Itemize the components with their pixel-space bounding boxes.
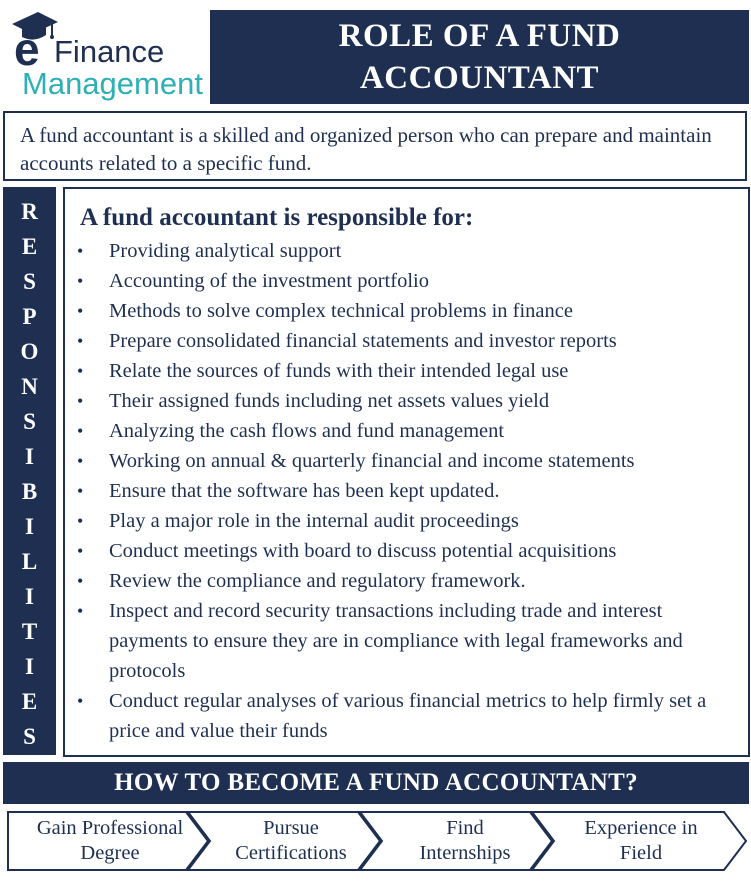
list-item-text: Conduct meetings with board to discuss potential acquisitions (109, 540, 617, 562)
page-title-banner (210, 10, 749, 104)
side-letter: E (21, 689, 38, 714)
logo-text-management: Management (22, 66, 203, 101)
bullet-icon: • (77, 691, 84, 711)
intro-box (3, 111, 747, 181)
side-letter: I (25, 514, 34, 539)
list-item (75, 686, 745, 746)
list-item-text: Inspect and record security transactions including trade and interest payments to ensure they are in compliance with legal frameworks and protocols (109, 600, 683, 682)
side-letter: E (21, 234, 38, 259)
side-letter: S (23, 409, 36, 434)
list-item-text: Ensure that the software has been kept updated. (109, 480, 500, 502)
bullet-icon: • (77, 331, 84, 351)
responsibilities-side-label (3, 187, 56, 755)
list-item (75, 386, 745, 416)
how-to-become-heading: HOW TO BECOME A FUND ACCOUNTANT? (114, 769, 638, 796)
side-letter: I (25, 654, 34, 679)
step-4-line2: Field (619, 842, 663, 864)
how-to-become-banner (3, 762, 749, 804)
side-letter: P (22, 304, 37, 329)
list-item-text: Accounting of the investment portfolio (109, 270, 429, 292)
side-letter: O (20, 339, 39, 364)
bullet-icon: • (77, 571, 84, 591)
page-title: ROLE OF A FUND ACCOUNTANT (338, 18, 621, 96)
step-3-line1: Find (446, 817, 484, 839)
step-3-line2: Internships (419, 842, 511, 864)
bullet-icon: • (77, 451, 84, 471)
list-item-text: Review the compliance and regulatory framework. (109, 570, 526, 592)
step-4-line1: Experience in (584, 817, 698, 839)
list-item-text: Their assigned funds including net assets values yield (109, 390, 550, 412)
logo-text-finance: Finance (54, 34, 165, 69)
side-letter: S (23, 724, 36, 749)
bullet-icon: • (77, 361, 84, 381)
list-item (75, 446, 745, 476)
step-2-line2: Certifications (235, 842, 347, 864)
responsibilities-heading: A fund accountant is responsible for: (80, 204, 474, 231)
side-letter: N (21, 374, 38, 399)
list-item-text: Relate the sources of funds with their intended legal use (109, 360, 569, 382)
list-item (75, 566, 745, 596)
step-2-label (206, 816, 376, 866)
brand-logo (0, 0, 208, 104)
step-4-label (548, 816, 734, 866)
list-item (75, 326, 745, 356)
side-letter: S (23, 269, 36, 294)
list-item (75, 416, 745, 446)
responsibilities-list (75, 236, 745, 746)
bullet-icon: • (77, 601, 84, 621)
list-item-text: Providing analytical support (109, 240, 342, 262)
list-item (75, 356, 745, 386)
list-item (75, 266, 745, 296)
side-letter: I (25, 584, 34, 609)
list-item (75, 506, 745, 536)
side-letter: I (25, 444, 34, 469)
side-letter: B (21, 479, 38, 504)
list-item-text: Prepare consolidated financial statements and investor reports (109, 330, 617, 352)
list-item (75, 236, 745, 266)
logo-e-mark: e (14, 23, 40, 75)
step-1-label (18, 816, 202, 866)
step-1-line2: Degree (80, 842, 140, 864)
bullet-icon: • (77, 511, 84, 531)
responsibilities-box (63, 187, 750, 757)
bullet-icon: • (77, 541, 84, 561)
list-item-text: Conduct regular analyses of various financial metrics to help firmly set a price and value their funds (109, 690, 707, 742)
list-item-text: Play a major role in the internal audit proceedings (109, 510, 519, 532)
intro-text: A fund accountant is a skilled and organized person who can prepare and maintain accounts related to a specific fund. (20, 123, 712, 175)
step-2-line1: Pursue (263, 817, 319, 839)
steps-flow (0, 808, 751, 874)
list-item-text: Analyzing the cash flows and fund management (109, 420, 505, 442)
list-item (75, 596, 745, 686)
side-letter: T (21, 619, 38, 644)
step-3-label (380, 816, 550, 866)
side-letter: R (21, 199, 38, 224)
bullet-icon: • (77, 421, 84, 441)
bullet-icon: • (77, 241, 84, 261)
bullet-icon: • (77, 481, 84, 501)
step-1-line1: Gain Professional (36, 817, 184, 839)
list-item (75, 296, 745, 326)
list-item-text: Methods to solve complex technical problems in finance (109, 300, 573, 322)
list-item-text: Working on annual & quarterly financial and income statements (109, 450, 635, 472)
bullet-icon: • (77, 271, 84, 291)
bullet-icon: • (77, 391, 84, 411)
bullet-icon: • (77, 301, 84, 321)
side-letter: L (21, 549, 38, 574)
list-item (75, 536, 745, 566)
list-item (75, 476, 745, 506)
